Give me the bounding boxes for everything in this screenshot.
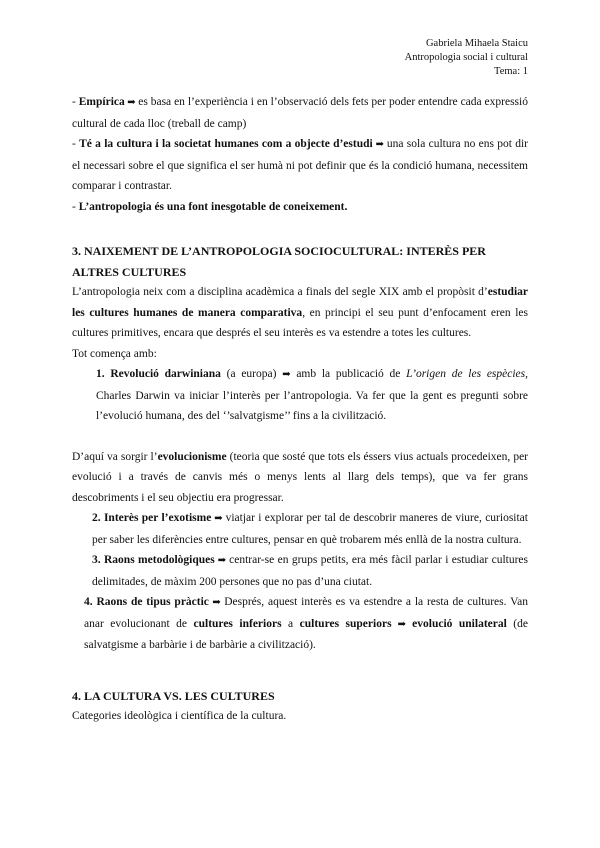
book-title: L’origen de les espècies xyxy=(406,368,526,380)
arrow-icon: ➡ xyxy=(211,513,226,524)
term-objecte: Té a la cultura i la societat humanes com a objecte d’estudi xyxy=(79,138,373,150)
dash: - xyxy=(72,96,79,108)
term-unilateral: evolució unilateral xyxy=(412,617,507,630)
text: (de salvatgisme a barbàrie i de barbàrie a civilització). xyxy=(84,617,528,651)
term-font: L’antropologia és una font inesgotable de coneixement. xyxy=(78,200,348,213)
list-item-3 xyxy=(72,550,528,592)
dash: - xyxy=(72,138,80,150)
list-item-4 xyxy=(72,592,528,656)
text: a xyxy=(281,617,300,630)
text: (a europa) xyxy=(220,368,283,380)
arrow-icon: ➡ xyxy=(372,139,387,150)
text: D’aquí va sorgir l’ xyxy=(72,450,158,463)
arrow-icon: ➡ xyxy=(391,618,413,630)
header-topic: Tema: 1 xyxy=(494,66,528,77)
text: es basa en l’experiència i en l’observació dels fets per poder entendre cada expressió cultural de cada lloc (treball de camp) xyxy=(72,96,528,130)
text: una sola cultura no ens pot dir el necessari sobre el que significa el ser humà ni pot definir que és la condició humana, necessitem comparar i contrastar. xyxy=(72,138,528,192)
list-item-1 xyxy=(72,364,528,427)
arrow-icon: ➡ xyxy=(208,597,225,608)
list-item-2 xyxy=(72,508,528,550)
term-revolucio: 1. Revolució darwiniana xyxy=(96,368,221,380)
term-metodologiques: 3. Raons metodològiques xyxy=(92,554,215,566)
term-inferiors: cultures inferiors xyxy=(193,617,282,630)
header-subject: Antropologia social i cultural xyxy=(404,52,528,63)
intro-point-empirica xyxy=(72,92,528,134)
page-header xyxy=(405,37,528,79)
arrow-icon: ➡ xyxy=(282,369,291,380)
term-estudiar: estudiar les cultures humanes de manera comparativa xyxy=(72,286,528,319)
section-3-paragraph-2: Tot comença amb: xyxy=(72,347,157,360)
text: amb la publicació de xyxy=(290,368,407,380)
text: centrar-se en grups petits, era més fàcil parlar i estudiar cultures delimitades, de màxim 200 persones que no pas d’una ciutat. xyxy=(92,554,528,588)
text: , en principi el seu punt d’enfocament eren les cultures primitives, encara que després el seu interès es va estendre a totes les cultures. xyxy=(72,306,528,339)
text: Després, aquest interès es va estendre a la resta de cultures. Van anar evolucionant de xyxy=(84,596,528,630)
text: L’antropologia neix com a disciplina acadèmica a finals del segle XIX amb el propòsit d’ xyxy=(72,286,488,298)
arrow-icon: ➡ xyxy=(124,97,139,108)
dash: - xyxy=(72,200,79,213)
term-evolucionisme: evolucionisme xyxy=(157,450,227,463)
document-body xyxy=(72,92,528,727)
text: (teoria que sosté que tots els éssers vius actuals procedeixen, per evolució i a través de canvis més o menys lents al llarg dels temps), que va fer grans descobriments i el seu objectiu era progressar. xyxy=(72,450,529,504)
section-4-heading: 4. LA CULTURA VS. LES CULTURES xyxy=(72,688,275,703)
term-exotisme: 2. Interès per l’exotisme xyxy=(92,512,212,524)
term-superiors: cultures superiors xyxy=(299,617,392,630)
section-3-paragraph-3 xyxy=(72,447,528,509)
section-4-paragraph-1: Categories ideològica i científica de la cultura. xyxy=(72,710,287,722)
section-3-heading: 3. NAIXEMENT DE L’ANTROPOLOGIA SOCIOCULTURAL: INTERÈS PER ALTRES CULTURES xyxy=(72,244,486,279)
arrow-icon: ➡ xyxy=(214,555,230,566)
header-author: Gabriela Mihaela Staicu xyxy=(425,38,528,49)
text: , Charles Darwin va iniciar l’interès per l’antropologia. Va fer que la gent es pregunti sobre l’evolució humana, des del ‘’salvatgisme’’ fins a la civilització. xyxy=(96,368,529,422)
section-3-paragraph-1 xyxy=(72,282,528,344)
term-practic: 4. Raons de tipus pràctic xyxy=(84,596,209,608)
text: viatjar i explorar per tal de descobrir maneres de viure, curiositat per saber les diferències entre cultures, pensar en què trobarem més enllà de la nostra cultura. xyxy=(92,512,528,546)
term-empirica: Empírica xyxy=(78,96,125,108)
intro-point-font xyxy=(72,197,528,218)
intro-point-objecte xyxy=(72,134,528,197)
